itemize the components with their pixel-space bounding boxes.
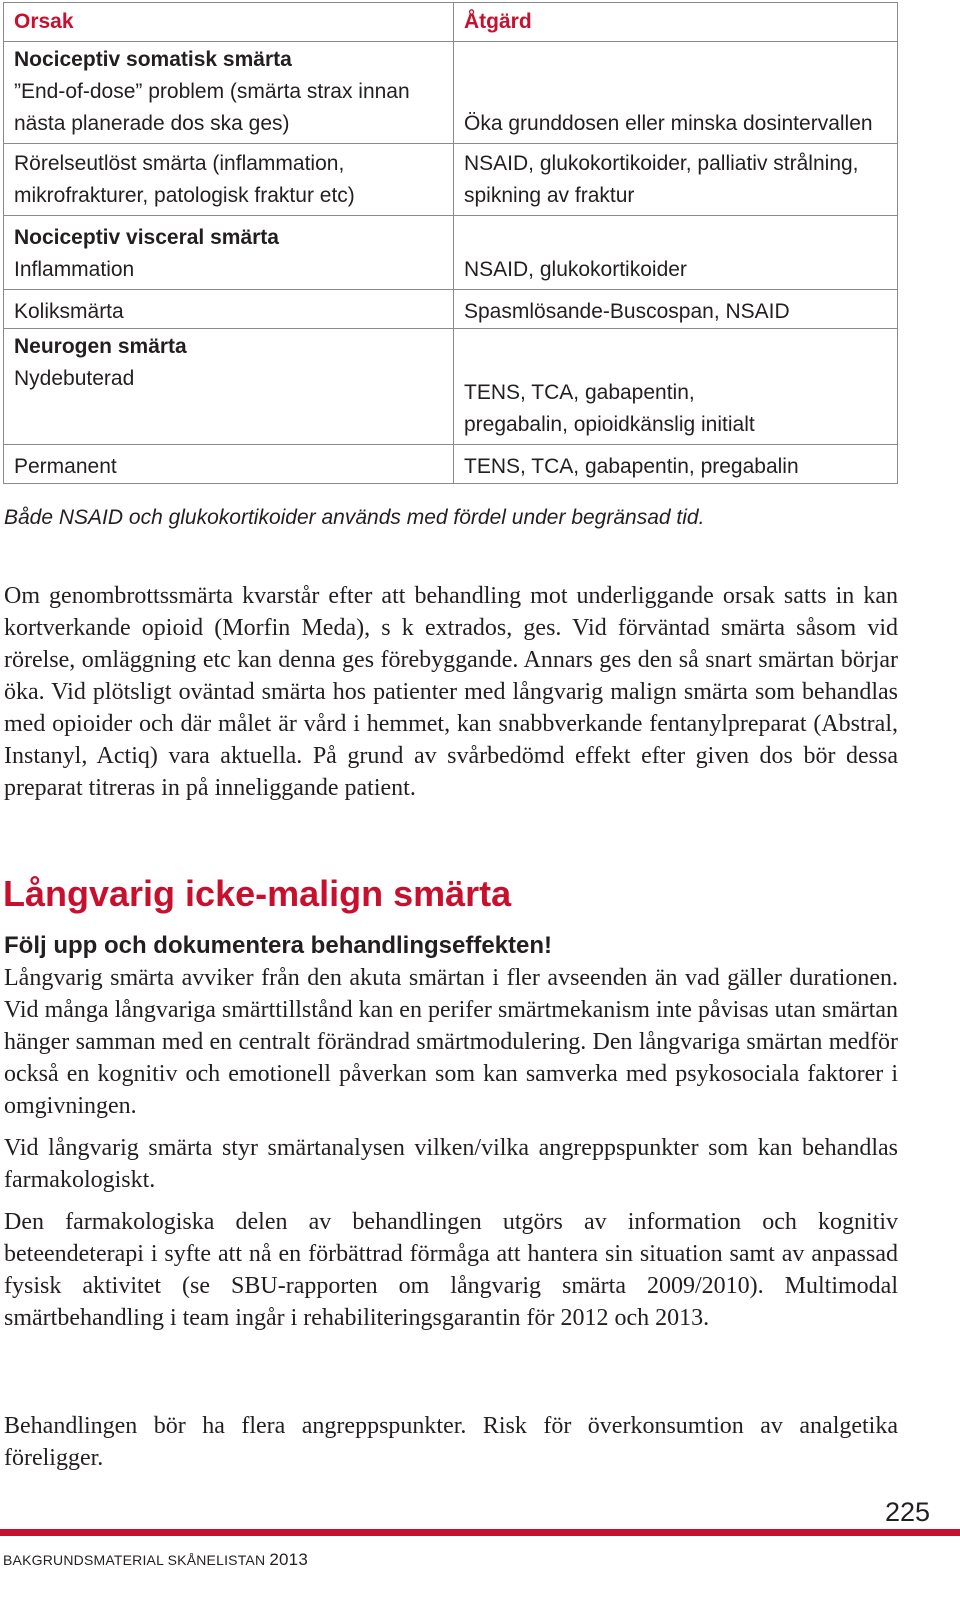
cause-cell bbox=[4, 216, 454, 290]
action-cell bbox=[454, 216, 898, 290]
action-line: NSAID, glukokortikoider, palliativ strålning, bbox=[464, 152, 859, 175]
action-line: pregabalin, opioidkänslig initialt bbox=[464, 413, 755, 436]
section-paragraph: Behandlingen bör ha flera angreppspunkter. Risk för överkonsumtion av analgetika föreligger. bbox=[4, 1413, 898, 1471]
row-heading: Neurogen smärta bbox=[14, 335, 187, 358]
footer-publication bbox=[3, 1550, 308, 1570]
cause-cell bbox=[4, 290, 454, 329]
row-heading: Nociceptiv visceral smärta bbox=[14, 226, 279, 249]
table-header-row bbox=[4, 3, 898, 42]
footer-year: 2013 bbox=[269, 1550, 308, 1569]
cause-cell bbox=[4, 42, 454, 144]
treatment-table bbox=[3, 2, 898, 484]
table-row bbox=[4, 290, 898, 329]
action-line: TENS, TCA, gabapentin, bbox=[464, 381, 695, 404]
section-paragraph: Den farmakologiska delen av behandlingen utgörs av information och kognitiv beteendeterapi i syfte att nå en förbättrad förmåga att hantera sin situation samt av anpassad fysisk aktivitet (se SBU-rapporten om långvarig smärta 2009/2010). Multimodal smärtbehandling i team ingår i rehabiliteringsgarantin för 2012 och 2013. bbox=[4, 1209, 898, 1331]
cause-line: mikrofrakturer, patologisk fraktur etc) bbox=[14, 184, 355, 207]
header-action: Åtgärd bbox=[454, 3, 898, 42]
table-row bbox=[4, 42, 898, 144]
cause-cell bbox=[4, 144, 454, 216]
cause-line: ”End-of-dose” problem (smärta strax innan bbox=[14, 80, 410, 103]
table-row bbox=[4, 144, 898, 216]
action-cell bbox=[454, 42, 898, 144]
row-heading: Nociceptiv somatisk smärta bbox=[14, 48, 292, 71]
table-row bbox=[4, 329, 898, 445]
cause-line: Inflammation bbox=[14, 258, 135, 281]
cause-line: Nydebuterad bbox=[14, 367, 135, 390]
table-note: Både NSAID och glukokortikoider används med fördel under begränsad tid. bbox=[4, 506, 705, 529]
header-cause: Orsak bbox=[4, 3, 454, 42]
section-title: Långvarig icke-malign smärta bbox=[3, 873, 512, 914]
section-subtitle: Följ upp och dokumentera behandlingseffekten! bbox=[4, 932, 553, 959]
action-line: spikning av fraktur bbox=[464, 184, 635, 207]
cause-line: nästa planerade dos ska ges) bbox=[14, 112, 290, 135]
table-row bbox=[4, 445, 898, 484]
action-line: Spasmlösande-Buscospan, NSAID bbox=[464, 300, 790, 323]
cause-line: Rörelseutlöst smärta (inflammation, bbox=[14, 152, 345, 175]
section-paragraph: Långvarig smärta avviker från den akuta smärtan i fler avseenden än vad gäller durationen. Vid många långvariga smärttillstånd kan en perifer smärtmekanism inte påvisas utan smärtan hänger samman med en centralt förändrad smärtmodulering. Den långvariga smärtan medför också en kognitiv och emotionell påverkan som kan samverka med psykosociala faktorer i omgivningen. bbox=[4, 965, 898, 1119]
cause-line: Permanent bbox=[14, 455, 117, 478]
cause-cell bbox=[4, 445, 454, 484]
cause-line: Koliksmärta bbox=[14, 300, 124, 323]
action-cell bbox=[454, 445, 898, 484]
action-line: Öka grunddosen eller minska dosintervallen bbox=[464, 112, 873, 135]
paragraph-breakthrough-pain: Om genombrottssmärta kvarstår efter att behandling mot underliggande orsak satts in kan kortverkande opioid (Morfin Meda), s k extrados, ges. Vid förväntad smärta såsom vid rörelse, omläggning etc kan denna ges förebyggande. Annars ges den så snart smärtan börjar öka. Vid plötsligt oväntad smärta hos patienter med långvarig malign smärta som behandlas med opioider och där målet är vård i hemmet, kan snabbverkande fentanylpreparat (Abstral, Instanyl, Actiq) vara aktuella. På grund av svårbedömd effekt efter given dos bör dessa preparat titreras in på inneliggande patient. bbox=[4, 583, 898, 801]
page-number: 225 bbox=[884, 1497, 930, 1527]
cause-cell bbox=[4, 329, 454, 445]
action-line: NSAID, glukokortikoider bbox=[464, 258, 687, 281]
footer-rule bbox=[0, 1529, 960, 1536]
footer-publication-title: BAKGRUNDSMATERIAL SKÅNELISTAN bbox=[3, 1552, 266, 1568]
action-cell bbox=[454, 290, 898, 329]
section-paragraph: Vid långvarig smärta styr smärtanalysen vilken/vilka angreppspunkter som kan behandlas farmakologiskt. bbox=[4, 1135, 898, 1193]
action-cell bbox=[454, 329, 898, 445]
action-cell bbox=[454, 144, 898, 216]
table-row bbox=[4, 216, 898, 290]
action-line: TENS, TCA, gabapentin, pregabalin bbox=[464, 455, 799, 478]
